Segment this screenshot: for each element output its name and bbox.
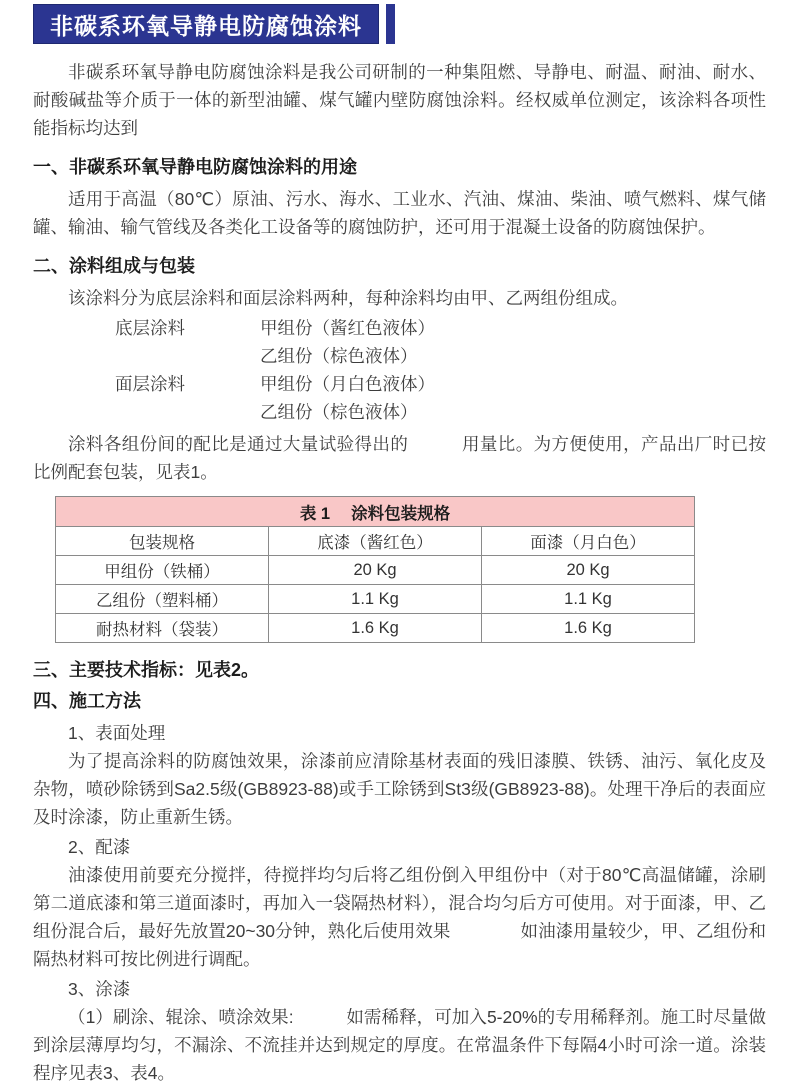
table-header-cell: 面漆（月白色） bbox=[482, 527, 695, 556]
page-title: 非碳系环氧导静电防腐蚀涂料 bbox=[33, 4, 379, 44]
packaging-table bbox=[55, 496, 695, 643]
composition-component: 乙组份（棕色液体） bbox=[260, 402, 418, 422]
intro-paragraph: 非碳系环氧导静电防腐蚀涂料是我公司研制的一种集阻燃、导静电、耐温、耐油、耐水、耐酸碱盐等介质于一体的新型油罐、煤气罐内壁防腐蚀涂料。经权威单位测定，该涂料各项性能指标均达到 bbox=[33, 62, 766, 138]
step1-title: 1、表面处理 bbox=[68, 723, 166, 743]
table-cell: 1.6 Kg bbox=[482, 614, 695, 643]
table-caption-row bbox=[56, 497, 695, 527]
composition-component: 甲组份（月白色液体） bbox=[260, 374, 435, 394]
step2-body: 油漆使用前要充分搅拌，待搅拌均匀后将乙组份倒入甲组份中（对于80℃高温储罐，涂刷第二道底漆和第三道面漆时，再加入一袋隔热材料），混合均匀后方可使用。对于面漆，甲、乙组份混合后，最好先放置20~30分钟，熟化后使用效果 如油漆用量较少，甲、乙组份和隔热材料可按比例进行调配。 bbox=[33, 865, 766, 969]
table-cell: 1.1 Kg bbox=[482, 585, 695, 614]
composition-component: 甲组份（酱红色液体） bbox=[260, 318, 435, 338]
title-banner bbox=[33, 4, 766, 44]
table-cell: 20 Kg bbox=[482, 556, 695, 585]
table-header-row bbox=[56, 527, 695, 556]
section2-heading: 二、涂料组成与包装 bbox=[33, 256, 195, 276]
composition-layer: 底层涂料 bbox=[115, 318, 185, 338]
title-accent-bar bbox=[386, 4, 395, 44]
composition-row bbox=[115, 398, 766, 426]
section3-heading: 三、主要技术指标：见表2。 bbox=[33, 660, 260, 680]
table-row bbox=[56, 614, 695, 643]
composition-list bbox=[115, 314, 766, 426]
table-cell: 甲组份（铁桶） bbox=[56, 556, 269, 585]
table-cell: 1.1 Kg bbox=[269, 585, 482, 614]
section2-body: 该涂料分为底层涂料和面层涂料两种，每种涂料均由甲、乙两组份组成。 bbox=[68, 288, 628, 308]
step3-title: 3、涂漆 bbox=[68, 979, 131, 999]
table-caption: 表 1 涂料包装规格 bbox=[56, 497, 695, 527]
step2-title: 2、配漆 bbox=[68, 837, 131, 857]
table-header-cell: 底漆（酱红色） bbox=[269, 527, 482, 556]
section1-body: 适用于高温（80℃）原油、污水、海水、工业水、汽油、煤油、柴油、喷气燃料、煤气储罐、输油、输气管线及各类化工设备等的腐蚀防护，还可用于混凝土设备的防腐蚀保护。 bbox=[33, 189, 766, 237]
table-cell: 20 Kg bbox=[269, 556, 482, 585]
table-header-cell: 包装规格 bbox=[56, 527, 269, 556]
table-cell: 乙组份（塑料桶） bbox=[56, 585, 269, 614]
composition-component: 乙组份（棕色液体） bbox=[260, 346, 418, 366]
composition-row bbox=[115, 370, 766, 398]
table-row bbox=[56, 556, 695, 585]
step3-body: （1）刷涂、辊涂、喷涂效果: 如需稀释，可加入5-20%的专用稀释剂。施工时尽量做到涂层薄厚均匀，不漏涂、不流挂并达到规定的厚度。在常温条件下每隔4小时可涂一道。涂装程序见表3、表4。 bbox=[33, 1007, 766, 1083]
composition-row bbox=[115, 314, 766, 342]
packaging-note: 涂料各组份间的配比是通过大量试验得出的 用量比。为方便使用，产品出厂时已按比例配套包装，见表1。 bbox=[33, 434, 766, 482]
table-cell: 耐热材料（袋装） bbox=[56, 614, 269, 643]
table-cell: 1.6 Kg bbox=[269, 614, 482, 643]
composition-layer: 面层涂料 bbox=[115, 374, 185, 394]
step1-body: 为了提高涂料的防腐蚀效果，涂漆前应清除基材表面的残旧漆膜、铁锈、油污、氧化皮及杂物，喷砂除锈到Sa2.5级(GB8923-88)或手工除锈到St3级(GB8923-88)。处理干净后的表面应及时涂漆，防止重新生锈。 bbox=[33, 751, 766, 827]
composition-layer bbox=[115, 398, 260, 426]
table-row bbox=[56, 585, 695, 614]
section1-heading: 一、非碳系环氧导静电防腐蚀涂料的用途 bbox=[33, 157, 357, 177]
composition-row bbox=[115, 342, 766, 370]
section4-heading: 四、施工方法 bbox=[33, 691, 141, 711]
composition-layer bbox=[115, 342, 260, 370]
